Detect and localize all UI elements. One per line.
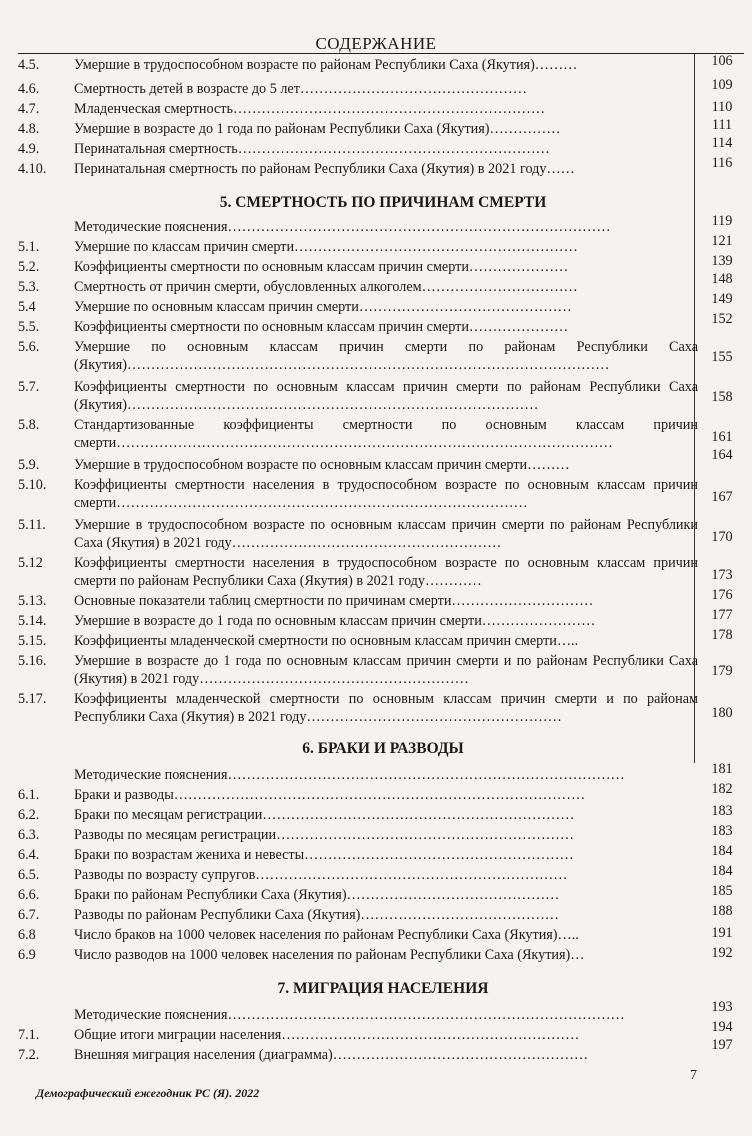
toc-item-number: 5.14.: [18, 613, 47, 629]
toc-item-page: 152: [711, 311, 733, 327]
toc-item-number: 5.3.: [18, 279, 40, 295]
toc-item-number: 4.9.: [18, 141, 40, 157]
toc-item-number: 6.3.: [18, 827, 40, 843]
toc-item-number: 7.1.: [18, 1027, 40, 1043]
toc-item-title: Умершие в возрасте до 1 года по районам Республики Саха (Якутия)……………: [74, 121, 561, 137]
footer-publication: Демографический ежегодник РС (Я). 2022: [36, 1086, 260, 1100]
toc-item-title: Методические пояснения…………………………………………………………………………: [74, 1007, 625, 1023]
toc-item-title: Умершие в трудоспособном возрасте по районам Республики Саха (Якутия)………: [74, 57, 578, 73]
toc-item-page: 109: [711, 77, 733, 93]
toc-item-title: Методические пояснения………………………………………………………………………: [74, 219, 611, 235]
toc-item-number: 6.7.: [18, 907, 40, 923]
toc-item-number: 4.10.: [18, 161, 47, 177]
toc-item-page: 179: [711, 663, 733, 679]
section-heading: 6. БРАКИ И РАЗВОДЫ: [302, 740, 464, 757]
toc-item-page: 106: [711, 53, 733, 69]
toc-item-title: Внешняя миграция населения (диаграмма)………………………………………………: [74, 1047, 589, 1063]
toc-item-title: Умершие в возрасте до 1 года по основным классам причин смерти и по районам Республики Саха (Якутия) в 2021 году…………………………………………………: [74, 653, 698, 687]
toc-item-title: Младенческая смертность…………………………………………………………: [74, 101, 546, 117]
toc-item-page: 183: [711, 803, 733, 819]
toc-item-page: 121: [711, 233, 733, 249]
toc-item-page: 167: [711, 489, 733, 505]
toc-item-title: Число разводов на 1000 человек населения по районам Республики Саха (Якутия)…: [74, 947, 585, 963]
toc-item-title: Коэффициенты младенческой смертности по основным классам причин смерти…..: [74, 633, 579, 649]
toc-item-page: 149: [711, 291, 733, 307]
toc-item-page: 183: [711, 823, 733, 839]
toc-item-number: 6.5.: [18, 867, 40, 883]
toc-item-page: 164: [711, 447, 733, 463]
toc-item-title: Разводы по месяцам регистрации………………………………………………………: [74, 827, 575, 843]
toc-item-title: Методические пояснения…………………………………………………………………………: [74, 767, 625, 783]
toc-item-title: Умершие в возрасте до 1 года по основным классам причин смерти……………………: [74, 613, 596, 629]
toc-item-page: 111: [711, 117, 733, 133]
toc-item-title: Браки по месяцам регистрации…………………………………………………………: [74, 807, 575, 823]
toc-item-number: 6.1.: [18, 787, 40, 803]
toc-item-number: 5.1.: [18, 239, 40, 255]
toc-item-page: 114: [711, 135, 733, 151]
toc-item-page: 155: [711, 349, 733, 365]
toc-item-number: 4.7.: [18, 101, 40, 117]
toc-item-title: Браки по возрастам жениха и невесты…………………………………………………: [74, 847, 574, 863]
toc-item-title: Стандартизованные коэффициенты смертности по основным классам причин смерти……………………………………………………………………………………………: [74, 417, 698, 451]
toc-item-title: Общие итоги миграции населения………………………………………………………: [74, 1027, 580, 1043]
toc-item-number: 5.13.: [18, 593, 47, 609]
toc-item-page: 184: [711, 863, 733, 879]
toc-item-number: 5.16.: [18, 653, 47, 669]
toc-item-title: Коэффициенты смертности по основным классам причин смерти…………………: [74, 259, 569, 275]
toc-item-number: 5.15.: [18, 633, 47, 649]
toc-item-number: 4.5.: [18, 57, 40, 73]
toc-item-number: 5.2.: [18, 259, 40, 275]
toc-item-number: 5.7.: [18, 379, 40, 395]
toc-item-page: 148: [711, 271, 733, 287]
toc-item-page: 194: [711, 1019, 733, 1035]
toc-item-title: Браки по районам Республики Саха (Якутия)………………………………………: [74, 887, 560, 903]
toc-item-number: 5.9.: [18, 457, 40, 473]
toc-item-page: 139: [711, 253, 733, 269]
toc-item-page: 181: [711, 761, 733, 777]
toc-item-number: 4.6.: [18, 81, 40, 97]
toc-item-number: 6.8: [18, 927, 36, 943]
toc-item-title: Коэффициенты смертности населения в трудоспособном возрасте по основным классам причин смерти……………………………………………………………………………: [74, 477, 698, 511]
toc-item-number: 5.11.: [18, 517, 46, 533]
toc-item-title: Основные показатели таблиц смертности по причинам смерти…………………………: [74, 593, 594, 609]
toc-item-title: Смертность от причин смерти, обусловленных алкоголем……………………………: [74, 279, 578, 295]
toc-item-title: Коэффициенты смертности по основным классам причин смерти…………………: [74, 319, 569, 335]
toc-item-title: Умершие по основным классам причин смерти по районам Республики Саха (Якутия)…………………………………………………………………………………………: [74, 339, 698, 373]
toc-item-page: 197: [711, 1037, 733, 1053]
page-title: СОДЕРЖАНИЕ: [315, 34, 437, 53]
toc-item-title: Браки и разводы……………………………………………………………………………: [74, 787, 586, 803]
toc-item-title: Перинатальная смертность по районам Республики Саха (Якутия) в 2021 году……: [74, 161, 575, 177]
toc-item-title: Умершие в трудоспособном возрасте по основным классам причин смерти по районам Республики Саха (Якутия) в 2021 году…………………………………………………: [74, 517, 698, 551]
toc-item-page: 116: [711, 155, 733, 171]
toc-item-title: Перинатальная смертность…………………………………………………………: [74, 141, 550, 157]
toc-item-number: 5.8.: [18, 417, 40, 433]
toc-item-title: Смертность детей в возрасте до 5 лет…………………………………………: [74, 81, 527, 97]
toc-item-page: 182: [711, 781, 733, 797]
toc-item-page: 191: [711, 925, 733, 941]
toc-item-number: 7.2.: [18, 1047, 40, 1063]
toc-item-title: Коэффициенты младенческой смертности по основным классам причин смерти и по районам Республики Саха (Якутия) в 2021 году………………………………………………: [74, 691, 698, 725]
section-heading: 5. СМЕРТНОСТЬ ПО ПРИЧИНАМ СМЕРТИ: [219, 194, 547, 211]
toc-item-page: 178: [711, 627, 733, 643]
toc-item-number: 6.2.: [18, 807, 40, 823]
toc-item-title: Умершие по основным классам причин смерти………………………………………: [74, 299, 572, 315]
toc-item-page: 184: [711, 843, 733, 859]
toc-item-title: Умершие в трудоспособном возрасте по основным классам причин смерти………: [74, 457, 570, 473]
toc-item-page: 173: [711, 567, 733, 583]
toc-item-page: 161: [711, 429, 733, 445]
toc-item-page: 176: [711, 587, 733, 603]
toc-item-page: 185: [711, 883, 733, 899]
toc-item-page: 192: [711, 945, 733, 961]
toc-item-page: 170: [711, 529, 733, 545]
toc-item-title: Коэффициенты смертности по основным классам причин смерти по районам Республики Саха (Якутия)……………………………………………………………………………: [74, 379, 698, 413]
toc-item-page: 180: [711, 705, 733, 721]
toc-item-number: 5.17.: [18, 691, 47, 707]
toc-item-number: 5.6.: [18, 339, 40, 355]
header-rule: [18, 53, 744, 54]
toc-item-number: 6.9: [18, 947, 36, 963]
toc-item-page: 110: [711, 99, 733, 115]
toc-item-number: 4.8.: [18, 121, 40, 137]
toc-item-title: Разводы по районам Республики Саха (Якутия)……………………………………: [74, 907, 559, 923]
toc-item-page: 177: [711, 607, 733, 623]
toc-item-number: 5.12: [18, 555, 43, 571]
toc-item-page: 188: [711, 903, 733, 919]
toc-item-number: 5.5.: [18, 319, 40, 335]
toc-item-title: Разводы по возрасту супругов…………………………………………………………: [74, 867, 568, 883]
toc-item-title: Коэффициенты смертности населения в трудоспособном возрасте по основным классам причин смерти по районам Республики Саха (Якутия) в 2021 году…………: [74, 555, 698, 589]
toc-item-number: 5.4: [18, 299, 36, 315]
toc-item-number: 5.10.: [18, 477, 47, 493]
toc-item-page: 193: [711, 999, 733, 1015]
footer-page-number: 7: [690, 1068, 697, 1083]
toc-item-number: 6.6.: [18, 887, 40, 903]
toc-item-title: Число браков на 1000 человек населения по районам Республики Саха (Якутия)…..: [74, 927, 579, 943]
toc-item-page: 119: [711, 213, 733, 229]
toc-item-number: 6.4.: [18, 847, 40, 863]
toc-item-page: 158: [711, 389, 733, 405]
section-heading: 7. МИГРАЦИЯ НАСЕЛЕНИЯ: [277, 980, 489, 997]
toc-item-title: Умершие по классам причин смерти……………………………………………………: [74, 239, 578, 255]
